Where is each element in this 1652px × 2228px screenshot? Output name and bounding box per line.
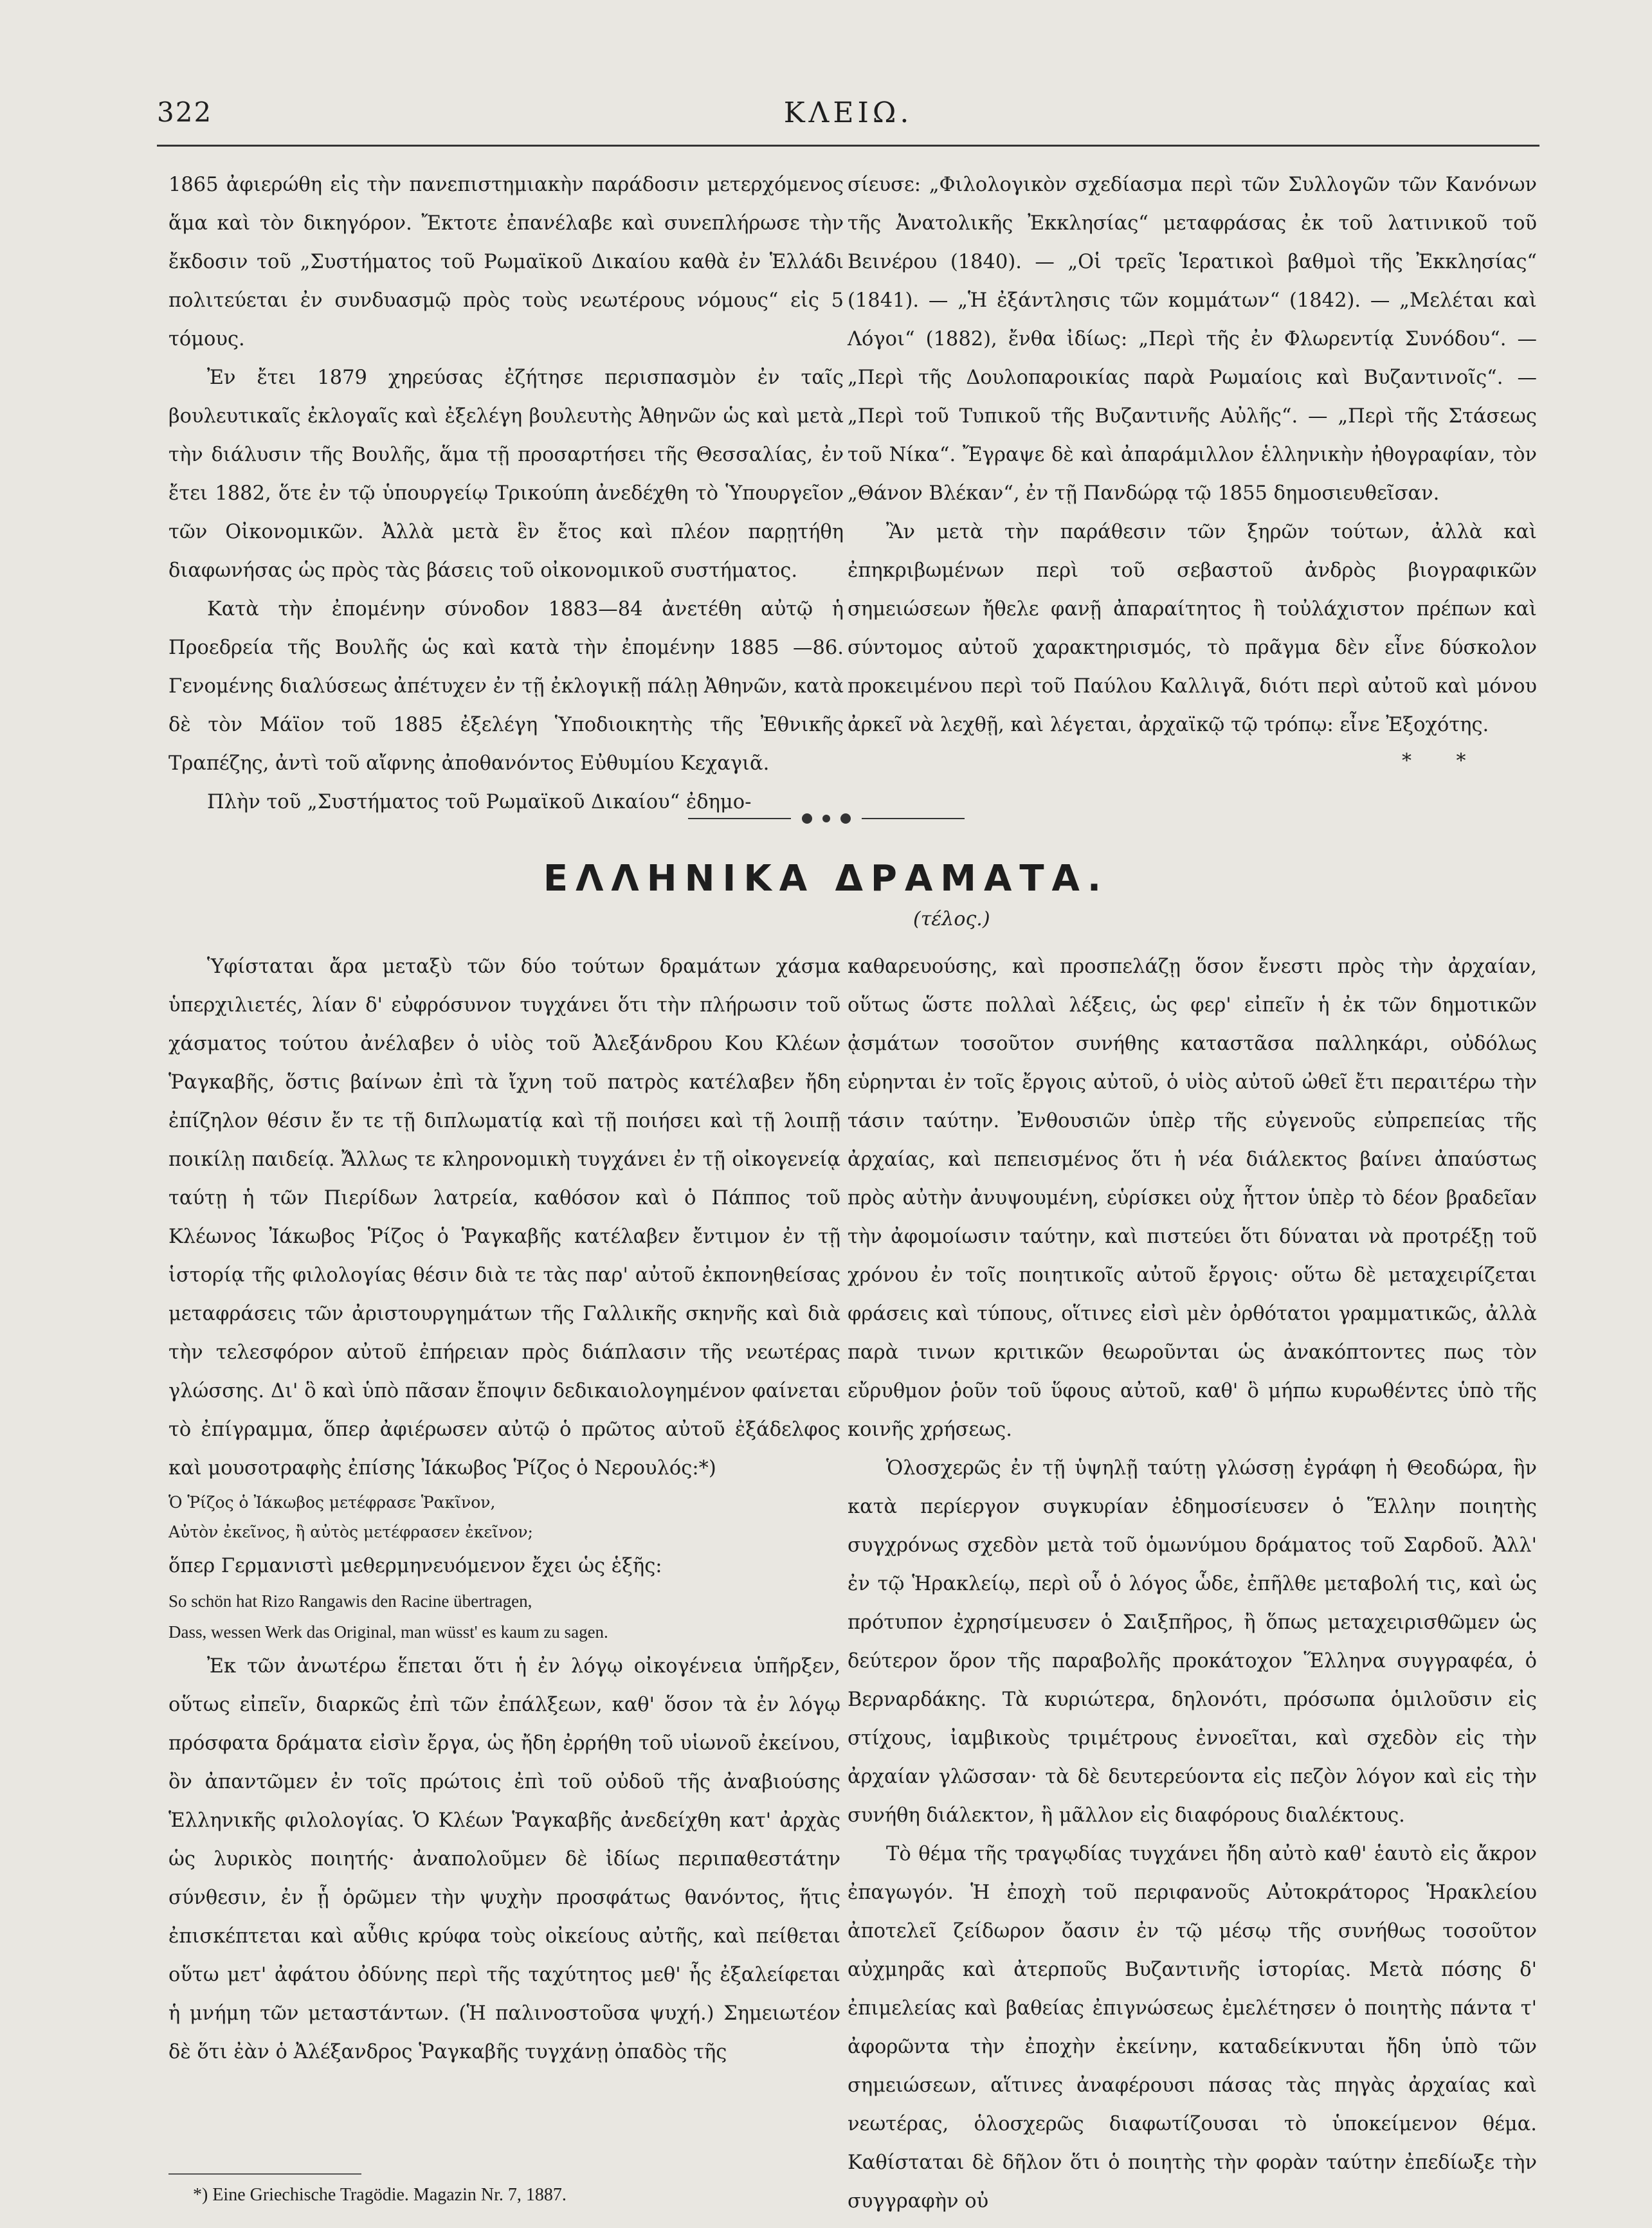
- paragraph: Ἂν μετὰ τὴν παράθεσιν τῶν ξηρῶν τούτων, ἀλλὰ καὶ ἐπηκριβωμένων περὶ τοῦ σεβαστοῦ ἀνδρὸς βιογραφικῶν σημειώσεων ἤθελε φανῇ ἀπαραίτητος ἢ τοὐλάχιστον πρέπων καὶ σύντομος αὐτοῦ χαρακτηρισμός, τὸ πρᾶγμα δὲν εἶνε δύσκολον προκειμένου περὶ τοῦ Παύλου Καλλιγᾶ, διότι περὶ αὐτοῦ καὶ μόνου ἀρκεῖ νὰ λεχθῇ, καὶ λέγεται, ἀρχαϊκῷ τῷ τρόπῳ: εἶνε Ἐξοχότης.: [848, 521, 1537, 736]
- column-top-right: [848, 166, 1537, 745]
- paragraph: Ἐκ τῶν ἀνωτέρω ἕπεται ὅτι ἡ ἐν λόγῳ οἰκογένεια ὑπῆρξεν, οὕτως εἰπεῖν, διαρκῶς ἐπὶ τῶν ἐπάλξεων, καθ' ὅσον τὰ ἐν λόγῳ πρόσφατα δράματα εἰσὶν ἔργα, ὡς ἤδη ἐρρήθη τοῦ υἱωνοῦ ἐκείνου, ὂν ἀπαντῶμεν ἐν τοῖς πρώτοις ἐπὶ τοῦ οὐδοῦ τῆς ἀναβιούσης Ἑλληνικῆς φιλολογίας. Ὁ Κλέων Ῥαγκαβῆς ἀνεδείχθη κατ' ἀρχὰς ὡς λυρικὸς ποιητής· ἀναπολοῦμεν δὲ ἰδίως περιπαθεστάτην σύνθεσιν, ἐν ᾗ ὁρῶμεν τὴν ψυχὴν προσφάτως θανόντος, ἥτις ἐπισκέπτεται καὶ αὖθις κρύφα τοὺς οἰκείους αὐτῆς, καὶ πείθεται οὕτω μετ' ἀφάτου ὀδύνης περὶ τῆς ταχύτητος μεθ' ἧς ἐξαλείφεται ἡ μνήμη τῶν μεταστάντων. (Ἡ παλινοστοῦσα ψυχή.) Σημειωτέον δὲ ὅτι ἐὰν ὁ Ἀλέξανδρος Ῥαγκαβῆς τυγχάνῃ ὀπαδὸς τῆς: [168, 1655, 840, 2063]
- verse-line: Αὐτὸν ἐκεῖνος, ἢ αὐτὸς μετέφρασεν ἐκεῖνον;: [168, 1523, 533, 1541]
- paragraph: Τὸ θέμα τῆς τραγῳδίας τυγχάνει ἤδη αὐτὸ καθ' ἑαυτὸ εἰς ἄκρον ἐπαγωγόν. Ἡ ἐποχὴ τοῦ περιφανοῦς Αὐτοκράτορος Ἡρακλείου ἀποτελεῖ ζείδωρον ὄασιν ἐν τῷ μέσῳ τῆς συνήθως τοσοῦτον αὐχμηρᾶς καὶ ἀτερποῦς Βυζαντινῆς ἱστορίας. Μετὰ πόσης δ' ἐπιμελείας καὶ βαθείας ἐπιγνώσεως ἐμελέτησεν ὁ ποιητὴς πάντα τ' ἀφορῶντα τὴν ἐποχὴν ἐκείνην, καταδείκνυται ἤδη ὑπὸ τῶν σημειώσεων, αἵτινες ἀναφέρουσι πάσας τὰς πηγὰς ἀρχαίας καὶ νεωτέρας, ὁλοσχερῶς διαφωτίζουσαι τὸ ὑποκείμενον θέμα. Καθίσταται δὲ δῆλον ὅτι ὁ ποιητὴς τὴν φορὰν ταύτην ἐπεδίωξε τὴν συγγραφὴν οὐ: [848, 1843, 1537, 2213]
- footnote-rule: [168, 2173, 361, 2175]
- paragraph: Ἐν ἔτει 1879 χηρεύσας ἐζήτησε περισπασμὸν ἐν ταῖς βουλευτικαῖς ἐκλογαῖς καὶ ἐξελέγη βουλευτὴς Ἀθηνῶν ὡς καὶ μετὰ τὴν διάλυσιν τῆς Βουλῆς, ἅμα τῇ προσαρτήσει τῆς Θεσσαλίας, ἐν ἔτει 1882, ὅτε ἐν τῷ ὑπουργείῳ Τρικούπη ἀνεδέχθη τὸ Ὑπουργεῖον τῶν Οἰκονομικῶν. Ἀλλὰ μετὰ ἓν ἔτος καὶ πλέον παρῃτήθη διαφωνήσας ὡς πρὸς τὰς βάσεις τοῦ οἰκονομικοῦ συστήματος.: [168, 367, 844, 582]
- running-head: ΚΛΕΙΩ.: [783, 96, 913, 129]
- verse-line: Ὁ Ῥίζος ὁ Ἰάκωβος μετέφρασε Ῥακῖνον,: [168, 1493, 496, 1512]
- german-verse-line: Dass, wessen Werk das Original, man wüsst' es kaum zu sagen.: [168, 1622, 608, 1642]
- header-rule: [157, 145, 1539, 147]
- paragraph: καθαρευούσης, καὶ προσπελάζῃ ὅσον ἔνεστι πρὸς τὴν ἀρχαίαν, οὕτως ὥστε πολλαὶ λέξεις, ὡς φερ' εἰπεῖν ἡ ἐκ τῶν δημοτικῶν ᾀσμάτων τοσοῦτον συνήθης καταστᾶσα παλληκάρι, οὐδόλως εὑρηνται ἐν τοῖς ἔργοις αὐτοῦ, ὁ υἱὸς αὐτοῦ ὠθεῖ ἔτι περαιτέρω τὴν τάσιν ταύτην. Ἐνθουσιῶν ὑπὲρ τῆς εὐγενοῦς εὐπρεπείας τῆς ἀρχαίας, καὶ πεπεισμένος ὅτι ἡ νέα διάλεκτος βαίνει ἀπαύστως πρὸς αὐτὴν ἀνυψουμένη, εὑρίσκει οὐχ ἧττον ὑπὲρ τὸ δέον βραδεῖαν τὴν ἀφομοίωσιν ταύτην, καὶ πιστεύει ὅτι δύναται νὰ προτρέξῃ τοῦ χρόνου ἐν τοῖς ποιητικοῖς αὐτοῦ ἔργοις· οὕτω δὲ μεταχειρίζεται φράσεις καὶ τύπους, οἵτινες εἰσὶ μὲν ὀρθότατοι γραμματικῶς, ἀλλὰ παρὰ τινων κριτικῶν θεωροῦνται ὡς ἀνακόπτοντες πως τὸν εὔρυθμον ῥοῦν τοῦ ὕφους αὐτοῦ, καθ' ὃ μήπω κυρωθέντες ὑπὸ τῆς κοινῆς χρήσεως.: [848, 956, 1537, 1441]
- page-number: 322: [157, 96, 213, 128]
- page-header: [157, 96, 1539, 135]
- asterisms: * *: [1402, 750, 1485, 772]
- footnote: *) Eine Griechische Tragödie. Magazin Nr. 7, 1887.: [193, 2185, 567, 2205]
- section-title: ΕΛΛΗΝΙΚΑ ΔΡΑΜΑΤΑ.: [543, 858, 1109, 900]
- paragraph: Ὁλοσχερῶς ἐν τῇ ὑψηλῇ ταύτῃ γλώσσῃ ἐγράφη ἡ Θεοδώρα, ἣν κατὰ περίεργον συγκυρίαν ἐδημοσίευσεν ὁ Ἕλλην ποιητὴς συγχρόνως σχεδὸν μετὰ τοῦ ὁμωνύμου δράματος τοῦ Σαρδοῦ. Ἀλλ' ἐν τῷ Ἡρακλείῳ, περὶ οὗ ὁ λόγος ὧδε, ἐπῆλθε μεταβολή τις, καὶ ὡς πρότυπον ἐχρησίμευσεν ὁ Σαιξπῆρος, ἢ ὅπως μεταχειρισθῶμεν ὡς δεύτερον ὅρον τῆς παραβολῆς προκάτοχον Ἕλληνα συγγραφέα, ὁ Βερναρδάκης. Τὰ κυριώτερα, δηλονότι, πρόσωπα ὁμιλοῦσιν εἰς στίχους, ἰαμβικοὺς τριμέτρους ἐννοεῖται, καὶ σχεδὸν εἰς τὴν ἀρχαίαν γλῶσσαν· τὰ δὲ δευτερεύοντα εἰς πεζὸν λόγον καὶ εἰς τὴν συνήθη διάλεκτον, ἢ μᾶλλον εἰς διαφόρους διαλέκτους.: [848, 1457, 1537, 1827]
- column-top-left: [168, 166, 844, 822]
- paragraph: Κατὰ τὴν ἐπομένην σύνοδον 1883—84 ἀνετέθη αὐτῷ ἡ Προεδρεία τῆς Βουλῆς ὡς καὶ κατὰ τὴν ἐπομένην 1885 —86. Γενομένης διαλύσεως ἀπέτυχεν ἐν τῇ ἐκλογικῇ πάλῃ Ἀθηνῶν, κατὰ δὲ τὸν Μάϊον τοῦ 1885 ἐξελέγη Ὑποδιοικητὴς τῆς Ἐθνικῆς Τραπέζης, ἀντὶ τοῦ αἴφνης ἀποθανόντος Εὐθυμίου Κεχαγιᾶ.: [168, 598, 844, 775]
- column-bottom-left: [168, 948, 840, 2072]
- paragraph: ὅπερ Γερμανιστὶ μεθερμηνευόμενον ἔχει ὡς ἑξῆς:: [168, 1555, 662, 1577]
- paragraph: Ὑφίσταται ἄρα μεταξὺ τῶν δύο τούτων δραμάτων χάσμα ὑπερχιλιετές, λίαν δ' εὐφρόσυνον τυγχάνει ὅτι τὴν πλήρωσιν τοῦ χάσματος τούτου ἀνέλαβεν ὁ υἱὸς τοῦ Ἀλεξάνδρου Κου Κλέων Ῥαγκαβῆς, ὅστις βαίνων ἐπὶ τὰ ἴχνη τοῦ πατρὸς κατέλαβεν ἤδη ἐπίζηλον θέσιν ἔν τε τῇ διπλωματίᾳ καὶ τῇ ποιήσει καὶ τῇ λοιπῇ ποικίλῃ παιδείᾳ. Ἄλλως τε κληρονομικὴ τυγχάνει ἐν τῇ οἰκογενείᾳ ταύτῃ ἡ τῶν Πιερίδων λατρεία, καθόσον καὶ ὁ Πάππος τοῦ Κλέωνος Ἰάκωβος Ῥίζος ὁ Ῥαγκαβῆς κατέλαβεν ἔντιμον ἐν τῇ ἱστορίᾳ τῆς φιλολογίας θέσιν διὰ τε τὰς παρ' αὐτοῦ ἐκπονηθείσας μεταφράσεις τῶν ἀριστουργημάτων τῆς Γαλλικῆς σκηνῆς καὶ διὰ τὴν τελεσφόρον αὐτοῦ ἐπήρειαν πρὸς διάπλασιν τῆς νεωτέρας γλώσσης. Δι' ὃ καὶ ὑπὸ πᾶσαν ἔποψιν δεδικαιολογημένον φαίνεται τὸ ἐπίγραμμα, ὅπερ ἀφιέρωσεν αὐτῷ ὁ πρῶτος αὐτοῦ ἐξάδελφος καὶ μουσοτραφὴς ἐπίσης Ἰάκωβος Ῥίζος ὁ Νερουλός:*): [168, 956, 840, 1480]
- section-subtitle: (τέλος.): [913, 908, 990, 930]
- paragraph: Πλὴν τοῦ „Συστήματος τοῦ Ρωμαϊκοῦ Δικαίου“ ἐδημο-: [207, 791, 752, 813]
- ornament-divider: [688, 809, 965, 828]
- paragraph: σίευσε: „Φιλολογικὸν σχεδίασμα περὶ τῶν Συλλογῶν τῶν Κανόνων τῆς Ἀνατολικῆς Ἐκκλησίας“ μεταφράσας ἐκ τοῦ λατινικοῦ τοῦ Βεινέρου (1840). — „Οἱ τρεῖς Ἱερατικοὶ βαθμοὶ τῆς Ἐκκλησίας“ (1841). — „Ἡ ἐξάντλησις τῶν κομμάτων“ (1842). — „Μελέται καὶ Λόγοι“ (1882), ἔνθα ἰδίως: „Περὶ τῆς ἐν Φλωρεντίᾳ Συνόδου“. — „Περὶ τῆς Δουλοπαροικίας παρὰ Ρωμαίοις καὶ Βυζαντινοῖς“. — „Περὶ τοῦ Τυπικοῦ τῆς Βυζαντινῆς Αὐλῆς“. — „Περὶ τῆς Στάσεως τοῦ Νίκα“. Ἔγραψε δὲ καὶ ἀπαράμιλλον ἑλληνικὴν ἠθογραφίαν, τὸν „Θάνον Βλέκαν“, ἐν τῇ Πανδώρᾳ τῷ 1855 δημοσιευθεῖσαν.: [848, 174, 1537, 505]
- paragraph: 1865 ἀφιερώθη εἰς τὴν πανεπιστημιακὴν παράδοσιν μετερχόμενος ἅμα καὶ τὸν δικηγόρον. Ἔκτοτε ἐπανέλαβε καὶ συνεπλήρωσε τὴν ἔκδοσιν τοῦ „Συστήματος τοῦ Ρωμαϊκοῦ Δικαίου καθὰ ἐν Ἑλλάδι πολιτεύεται ἐν συνδυασμῷ πρὸς τοὺς νεωτέρους νόμους“ εἰς 5 τόμους.: [168, 174, 844, 350]
- german-verse-line: So schön hat Rizo Rangawis den Racine übertragen,: [168, 1591, 532, 1611]
- column-bottom-right: [848, 948, 1537, 2221]
